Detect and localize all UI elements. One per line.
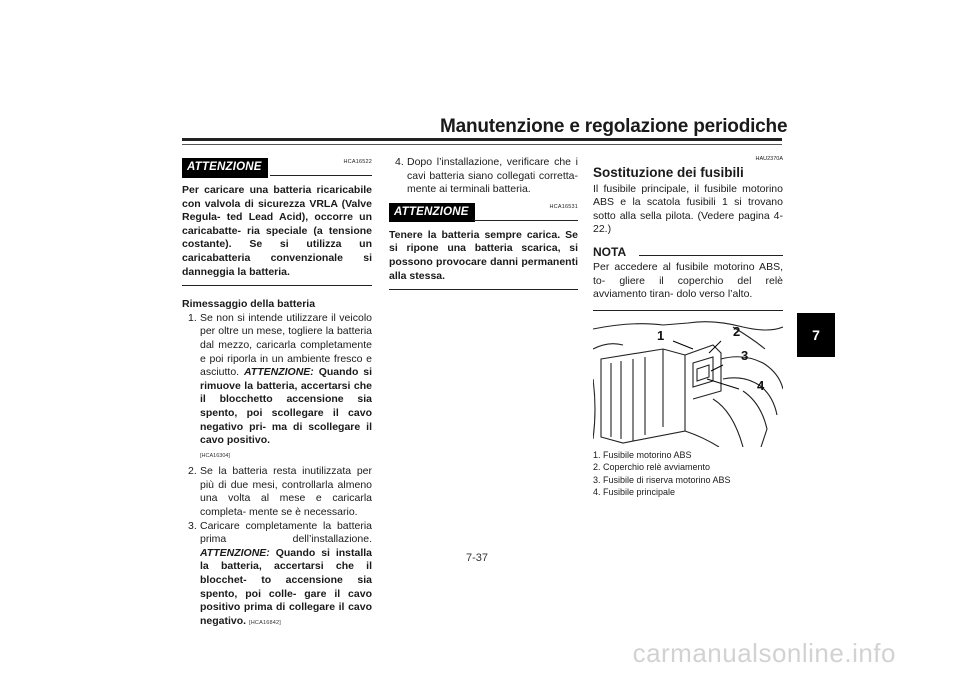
header-rule-thin [182, 144, 782, 145]
caption-item: 3. Fusibile di riserva motorino ABS [593, 474, 731, 485]
list-number: 3. [188, 519, 197, 532]
column-middle [389, 156, 578, 290]
attention-inline-label: ATTENZIONE: [244, 366, 314, 379]
section-title: Sostituzione dei fusibili [593, 165, 744, 180]
header-rule [182, 138, 782, 141]
attention-notice-text: Per caricare una batteria ricaricabile con valvola di sicurezza VRLA (Valve Regula- ted Lead Acid), occorre un caricabatte- ria speciale (a tensione costante). Se si utilizza un caricabatteria convenzionale si danneggia la batteria. [182, 184, 372, 278]
note-header [593, 243, 783, 261]
section-code: HAU2370A [755, 156, 783, 162]
list-item-1 [182, 312, 372, 448]
caption-item: 4. Fusibile principale [593, 487, 676, 498]
caption-item: 2. Coperchio relè avviamento [593, 462, 711, 473]
chapter-tab: 7 [797, 313, 835, 357]
attention-notice-header [182, 156, 372, 180]
note-label: NOTA [593, 244, 627, 259]
callout-3: 3 [741, 347, 749, 363]
page-number: 7-37 [466, 552, 489, 564]
caption-item: 1. Fusibile motorino ABS [593, 449, 692, 460]
notice-rule [270, 175, 372, 176]
list-item-text: Dopo l’installazione, verificare che i cavi batteria siano collegati corretta- mente ai terminali batteria. [407, 156, 578, 196]
callout-1: 1 [657, 327, 665, 343]
notice-rule [474, 220, 578, 221]
attention-badge: ATTENZIONE [389, 203, 475, 223]
reference-code: [HCA16304] [200, 452, 230, 459]
fuse-location-figure [593, 319, 783, 447]
list-item-4 [389, 156, 578, 197]
attention-inline-text: Quando si rimuove la batteria, accertarsi che il blocchetto accensione sia spento, poi scollegare il cavo negativo pri- ma di scollegare il cavo positivo. [200, 366, 373, 447]
notice-code: HCA16531 [549, 203, 578, 210]
figure-caption-list [593, 449, 783, 499]
attention-inline-label: ATTENZIONE: [200, 546, 270, 559]
attention-badge: ATTENZIONE [182, 158, 268, 178]
note-end-rule [593, 310, 783, 311]
list-item-text: Se non si intende utilizzare il veicolo per oltre un mese, togliere la batteria dal mezzo, caricarla completamente e poi riporla in un ambiente fresco e asciutto. [200, 311, 372, 379]
notice-end-rule [182, 285, 372, 286]
reference-code: [HCA16842] [249, 619, 281, 626]
notice-code: HCA16522 [343, 159, 372, 165]
attention-notice-text: Tenere la batteria sempre carica. Se si ripone una batteria scarica, si possono provocare danni permanenti alla stessa. [389, 228, 578, 282]
column-left [182, 156, 372, 630]
column-right [593, 153, 783, 499]
list-number: 1. [188, 311, 197, 324]
fuse-photo-drawing [593, 319, 783, 447]
list-number: 4. [395, 156, 404, 168]
note-rule [639, 255, 783, 256]
page-header-title: Manutenzione e regolazione periodiche [440, 116, 788, 137]
notice-end-rule [389, 289, 578, 290]
battery-storage-heading: Rimessaggio della batteria [182, 298, 316, 311]
list-item-text: Se la batteria resta inutilizzata per più di due mesi, controllarla almeno una volta al mese e caricarla completa- mente se è necessario. [200, 465, 372, 519]
callout-4: 4 [757, 377, 765, 393]
list-item-text: Caricare completamente la batteria prima dell’installazione. [200, 519, 372, 546]
list-item-3 [182, 520, 372, 631]
callout-2: 2 [733, 323, 741, 339]
list-item-2 [182, 465, 372, 519]
section-body: Il fusibile principale, il fusibile motorino ABS e la scatola fusibili 1 si trovano sotto alla sella pilota. (Vedere pagina 4-22.) [593, 182, 783, 236]
note-text: Per accedere al fusibile motorino ABS, to- gliere il coperchio del relè avviamento tiran- dolo verso l’alto. [593, 260, 783, 301]
watermark: carmanualsonline.info [632, 638, 896, 668]
list-number: 2. [188, 465, 197, 478]
attention-notice-header [389, 201, 578, 225]
attention-inline-text: Quando si installa la batteria, accertarsi che il blocchet- to accensione sia spento, poi colle- gare il cavo positivo prima di collegare il cavo negativo. [200, 546, 373, 627]
